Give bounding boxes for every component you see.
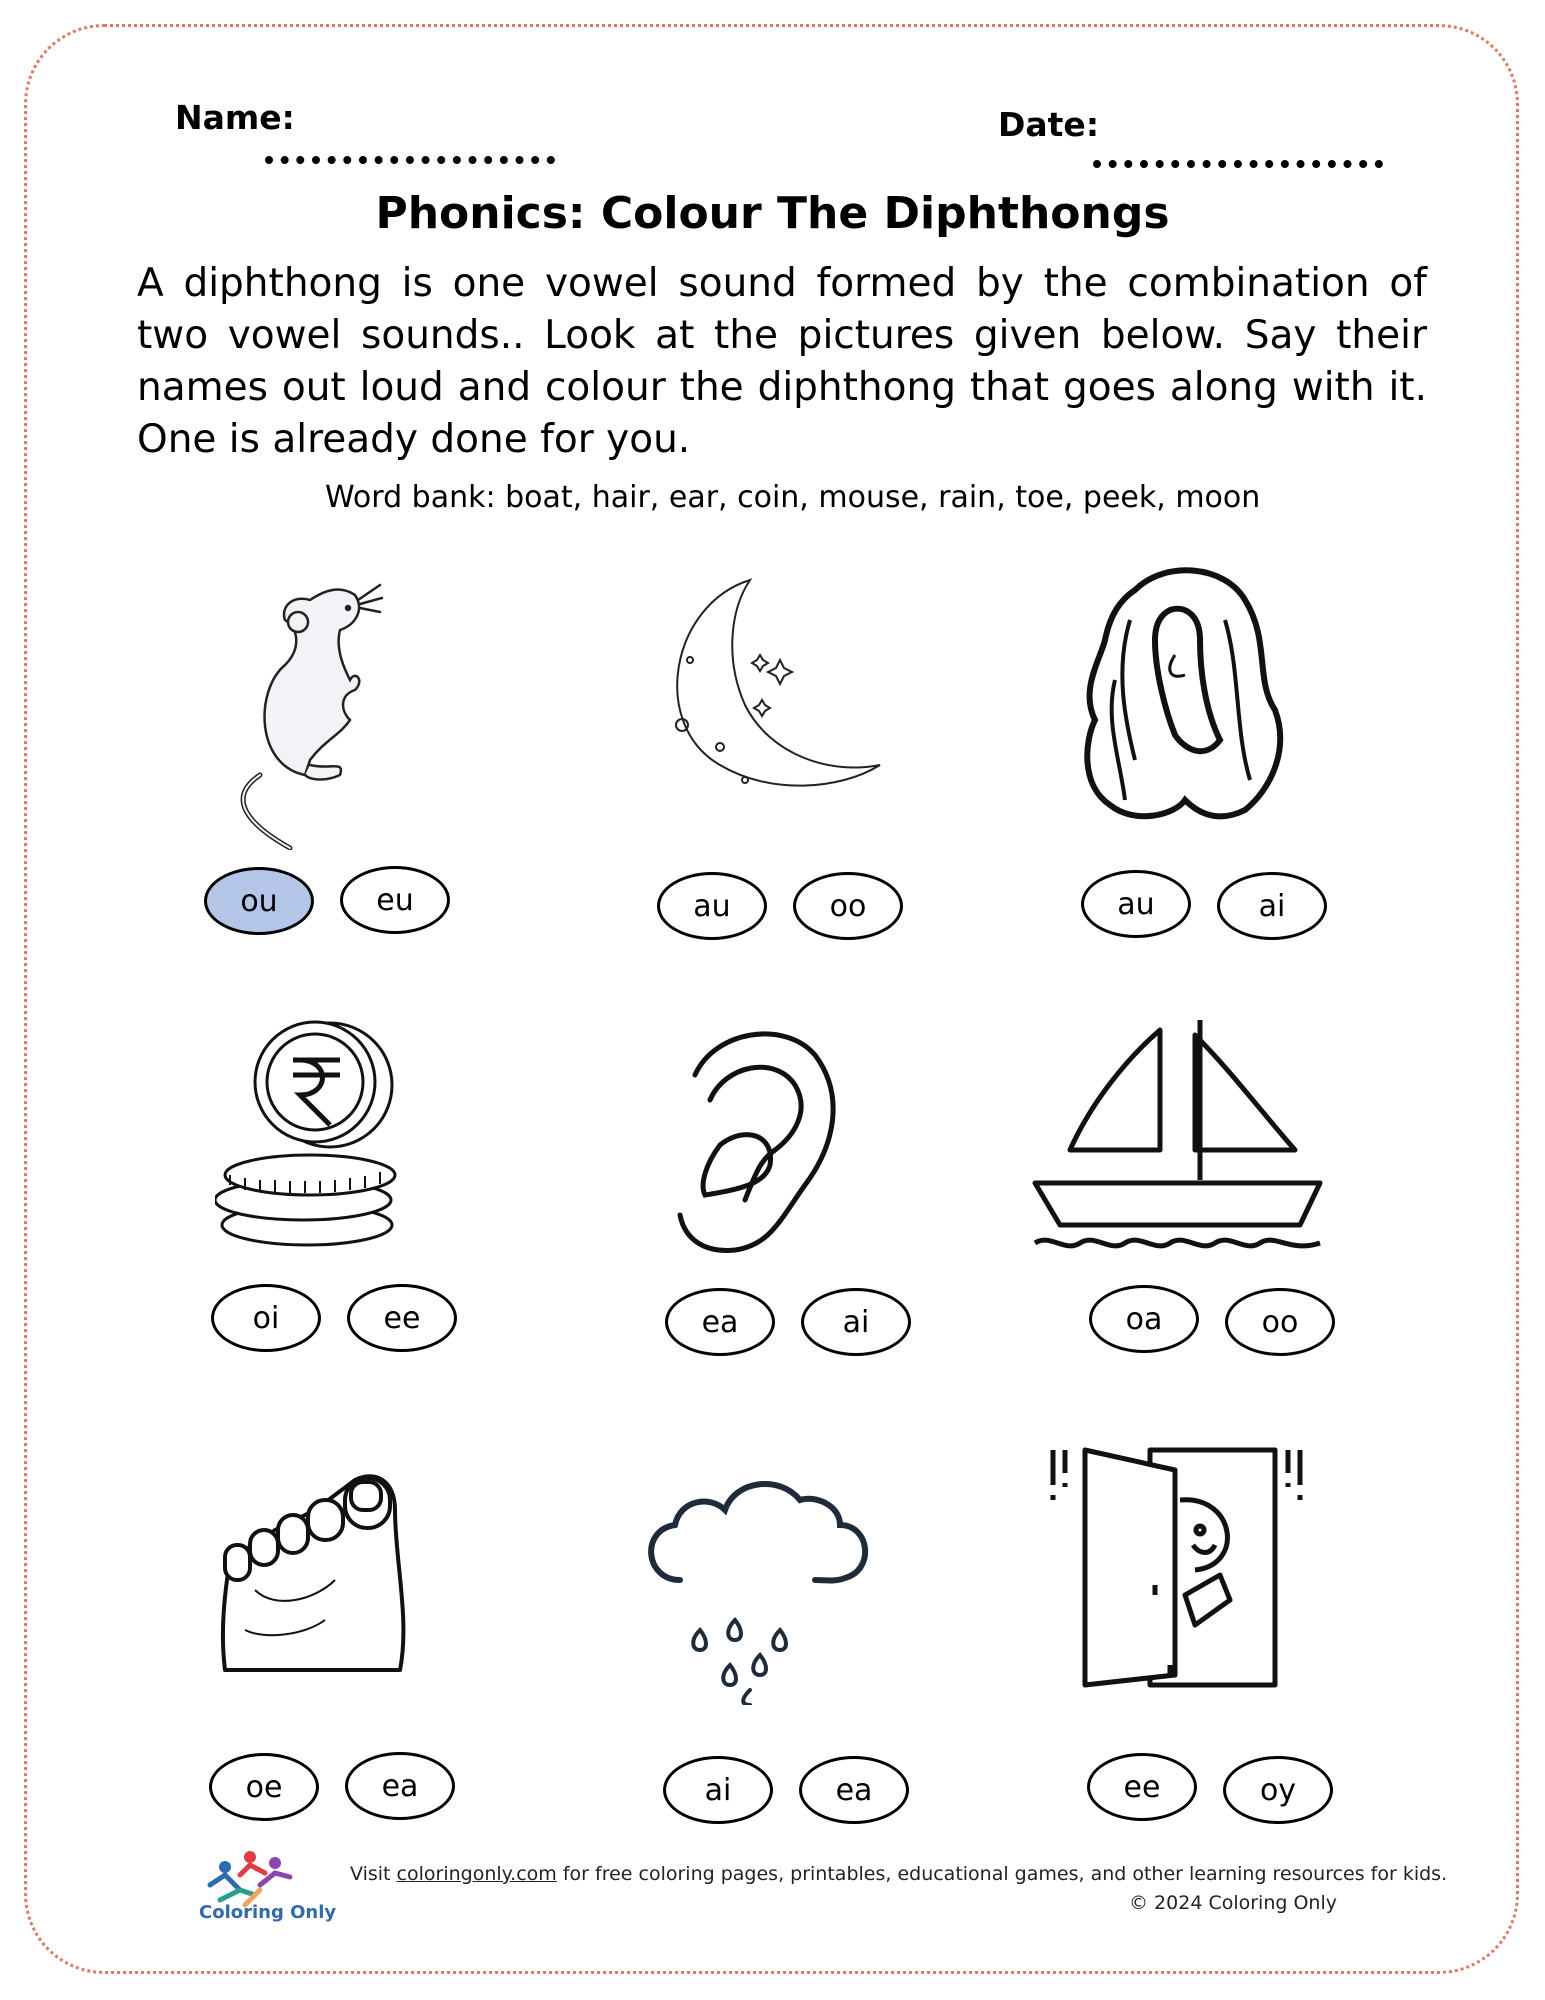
- coin-icon: [215, 1020, 410, 1250]
- footer-link[interactable]: coloringonly.com: [396, 1863, 557, 1885]
- option-ea[interactable]: ea: [799, 1756, 909, 1824]
- date-line[interactable]: [1093, 160, 1383, 168]
- option-oi[interactable]: oi: [211, 1284, 321, 1352]
- option-ou[interactable]: ou: [204, 867, 314, 935]
- option-ee[interactable]: ee: [347, 1284, 457, 1352]
- name-label: Name:: [175, 98, 295, 137]
- option-au[interactable]: au: [657, 872, 767, 940]
- option-ea[interactable]: ea: [345, 1752, 455, 1820]
- name-line[interactable]: [265, 156, 555, 164]
- toe-icon: [215, 1470, 410, 1680]
- option-au[interactable]: au: [1081, 870, 1191, 938]
- boat-icon: [1030, 1015, 1325, 1250]
- option-ea[interactable]: ea: [665, 1288, 775, 1356]
- option-ai[interactable]: ai: [801, 1288, 911, 1356]
- mouse-icon: [230, 570, 410, 850]
- option-eu[interactable]: eu: [340, 866, 450, 934]
- instructions: A diphthong is one vowel sound formed by the combination of two vowel sounds.. Look at the pictures given below. Say their names out loud and colour the diphthong that goes along with it. One is already done for you.: [137, 261, 1427, 462]
- option-ai[interactable]: ai: [1217, 872, 1327, 940]
- moon-icon: [650, 575, 890, 805]
- option-oo[interactable]: oo: [1225, 1288, 1335, 1356]
- logo-text: Coloring Only: [199, 1902, 337, 1923]
- peek-icon: [1045, 1445, 1310, 1695]
- footer-text: [350, 1863, 1447, 1885]
- option-ee[interactable]: ee: [1087, 1753, 1197, 1821]
- date-label: Date:: [998, 105, 1100, 144]
- rain-icon: [640, 1470, 880, 1705]
- option-oa[interactable]: oa: [1089, 1285, 1199, 1353]
- copyright: © 2024 Coloring Only: [1129, 1892, 1337, 1914]
- option-oe[interactable]: oe: [209, 1753, 319, 1821]
- option-oo[interactable]: oo: [793, 872, 903, 940]
- option-ai[interactable]: ai: [663, 1756, 773, 1824]
- page-title: Phonics: Colour The Diphthongs: [375, 188, 1170, 239]
- word-bank: Word bank: boat, hair, ear, coin, mouse, rain, toe, peek, moon: [325, 480, 1261, 515]
- footer-rest: for free coloring pages, printables, educational games, and other learning resources for kids.: [556, 1863, 1448, 1885]
- option-oy[interactable]: oy: [1223, 1756, 1333, 1824]
- hair-icon: [1075, 560, 1290, 825]
- ear-icon: [675, 1025, 845, 1255]
- footer-visit: Visit: [350, 1863, 397, 1885]
